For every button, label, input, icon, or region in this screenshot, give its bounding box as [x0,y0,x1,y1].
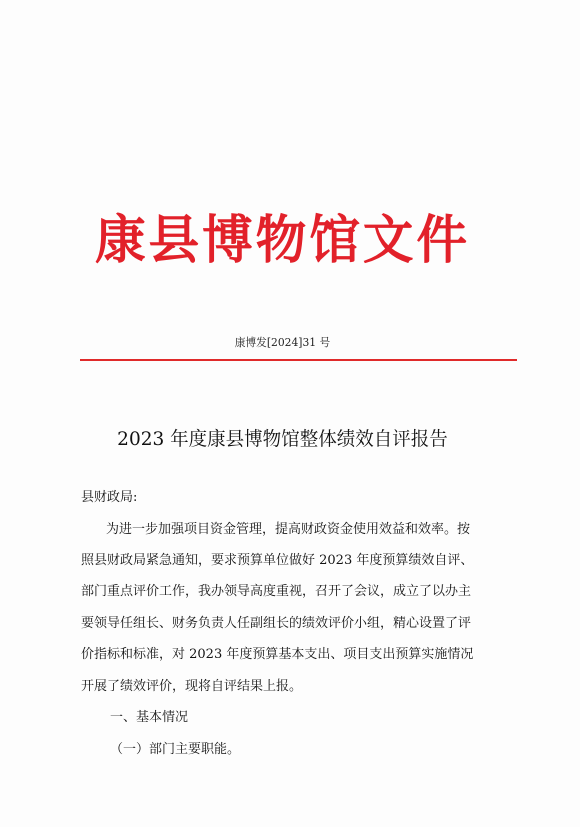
body-line: 照县财政局紧急通知，要求预算单位做好 2023 年度预算绩效自评、 [81,553,474,568]
red-divider-line [80,359,517,361]
document-number: 康博发[2024]31 号 [234,336,331,349]
document-header-title: 康县博物馆文件 [94,210,470,271]
body-line: 开展了绩效评价，现将自评结果上报。 [81,679,303,694]
subsection-heading: （一）部门主要职能。 [110,742,241,757]
body-line: 部门重点评价工作，我办领导高度重视，召开了会议，成立了以办主 [81,584,472,599]
report-title: 2023 年度康县博物馆整体绩效自评报告 [117,428,448,450]
body-line: 要领导任组长、财务负责人任副组长的绩效评价小组，精心设置了评 [81,616,472,631]
addressee: 县财政局: [81,490,138,505]
body-line: 价指标和标准，对 2023 年度预算基本支出、项目支出预算实施情况 [81,647,474,662]
body-line: 为进一步加强项目资金管理，提高财政资金使用效益和效率。按 [106,522,471,537]
section-heading: 一、基本情况 [110,710,189,725]
